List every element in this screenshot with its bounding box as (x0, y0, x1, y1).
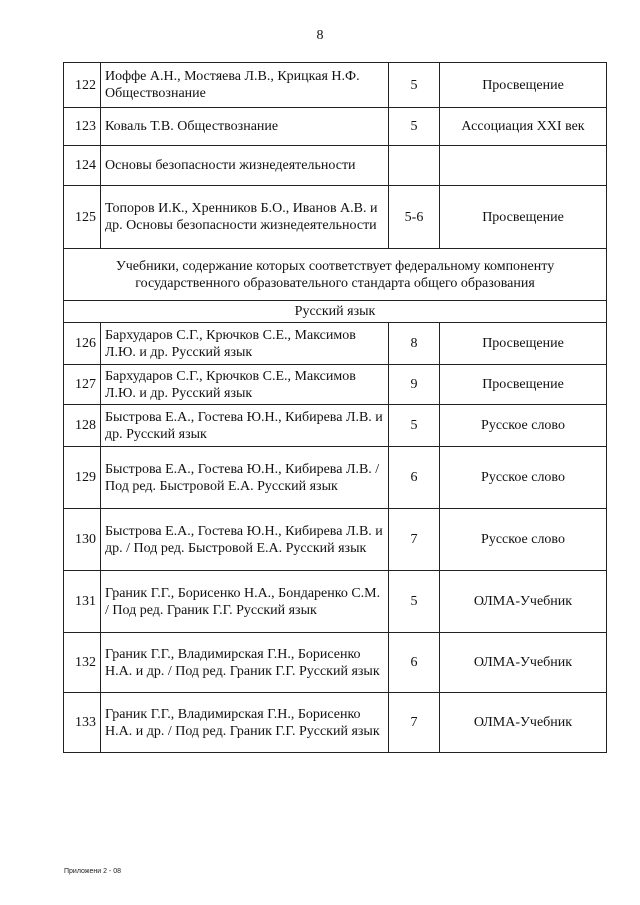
table-row (64, 693, 607, 753)
grade: 5 (389, 571, 440, 633)
row-number: 127 (64, 365, 101, 405)
section-heading: Учебники, содержание которых соответствует федеральному компоненту государственного образовательного стандарта общего образования (64, 249, 607, 301)
publisher: ОЛМА-Учебник (440, 571, 607, 633)
row-number: 122 (64, 63, 101, 108)
publisher (440, 146, 607, 186)
publisher: Просвещение (440, 365, 607, 405)
row-number: 128 (64, 405, 101, 447)
grade: 6 (389, 633, 440, 693)
row-number: 129 (64, 447, 101, 509)
table-row (64, 405, 607, 447)
table-row (64, 323, 607, 365)
book-title: Граник Г.Г., Борисенко Н.А., Бондаренко С.М. / Под ред. Граник Г.Г. Русский язык (101, 571, 389, 633)
row-number: 124 (64, 146, 101, 186)
grade: 5 (389, 108, 440, 146)
book-title: Иоффе А.Н., Мостяева Л.В., Крицкая Н.Ф. Обществознание (101, 63, 389, 108)
book-title: Граник Г.Г., Владимирская Г.Н., Борисенко Н.А. и др. / Под ред. Граник Г.Г. Русский язык (101, 633, 389, 693)
grade: 6 (389, 447, 440, 509)
publisher: Русское слово (440, 447, 607, 509)
row-number: 132 (64, 633, 101, 693)
table-row (64, 63, 607, 108)
book-title: Бархударов С.Г., Крючков С.Е., Максимов Л.Ю. и др. Русский язык (101, 323, 389, 365)
grade: 5 (389, 63, 440, 108)
table-row (64, 633, 607, 693)
publisher: Ассоциация XXI век (440, 108, 607, 146)
book-title: Быстрова Е.А., Гостева Ю.Н., Кибирева Л.В. и др. / Под ред. Быстровой Е.А. Русский язык (101, 509, 389, 571)
publisher: Русское слово (440, 405, 607, 447)
publisher: ОЛМА-Учебник (440, 693, 607, 753)
publisher: Просвещение (440, 186, 607, 249)
grade (389, 146, 440, 186)
table-row (64, 447, 607, 509)
footer-note: Приложени 2 - 08 (64, 868, 122, 875)
grade: 8 (389, 323, 440, 365)
book-title: Быстрова Е.А., Гостева Ю.Н., Кибирева Л.В. / Под ред. Быстровой Е.А. Русский язык (101, 447, 389, 509)
book-title: Бархударов С.Г., Крючков С.Е., Максимов Л.Ю. и др. Русский язык (101, 365, 389, 405)
row-number: 123 (64, 108, 101, 146)
table-row (64, 146, 607, 186)
grade: 5 (389, 405, 440, 447)
subject-heading: Русский язык (64, 301, 607, 323)
publisher: Просвещение (440, 323, 607, 365)
grade: 7 (389, 693, 440, 753)
table-row (64, 509, 607, 571)
row-number: 125 (64, 186, 101, 249)
book-title: Быстрова Е.А., Гостева Ю.Н., Кибирева Л.В. и др. Русский язык (101, 405, 389, 447)
textbook-table (63, 62, 607, 753)
publisher: Русское слово (440, 509, 607, 571)
book-title: Граник Г.Г., Владимирская Г.Н., Борисенко Н.А. и др. / Под ред. Граник Г.Г. Русский язык (101, 693, 389, 753)
book-title: Топоров И.К., Хренников Б.О., Иванов А.В. и др. Основы безопасности жизнедеятельности (101, 186, 389, 249)
table-row (64, 571, 607, 633)
publisher: Просвещение (440, 63, 607, 108)
row-number: 130 (64, 509, 101, 571)
row-number: 126 (64, 323, 101, 365)
table-row (64, 186, 607, 249)
subject-row (64, 301, 607, 323)
book-title: Коваль Т.В. Обществознание (101, 108, 389, 146)
book-title: Основы безопасности жизнедеятельности (101, 146, 389, 186)
grade: 5-6 (389, 186, 440, 249)
grade: 7 (389, 509, 440, 571)
grade: 9 (389, 365, 440, 405)
publisher: ОЛМА-Учебник (440, 633, 607, 693)
table-row (64, 365, 607, 405)
row-number: 131 (64, 571, 101, 633)
row-number: 133 (64, 693, 101, 753)
table-row (64, 108, 607, 146)
page-number: 8 (316, 28, 324, 43)
section-row (64, 249, 607, 301)
